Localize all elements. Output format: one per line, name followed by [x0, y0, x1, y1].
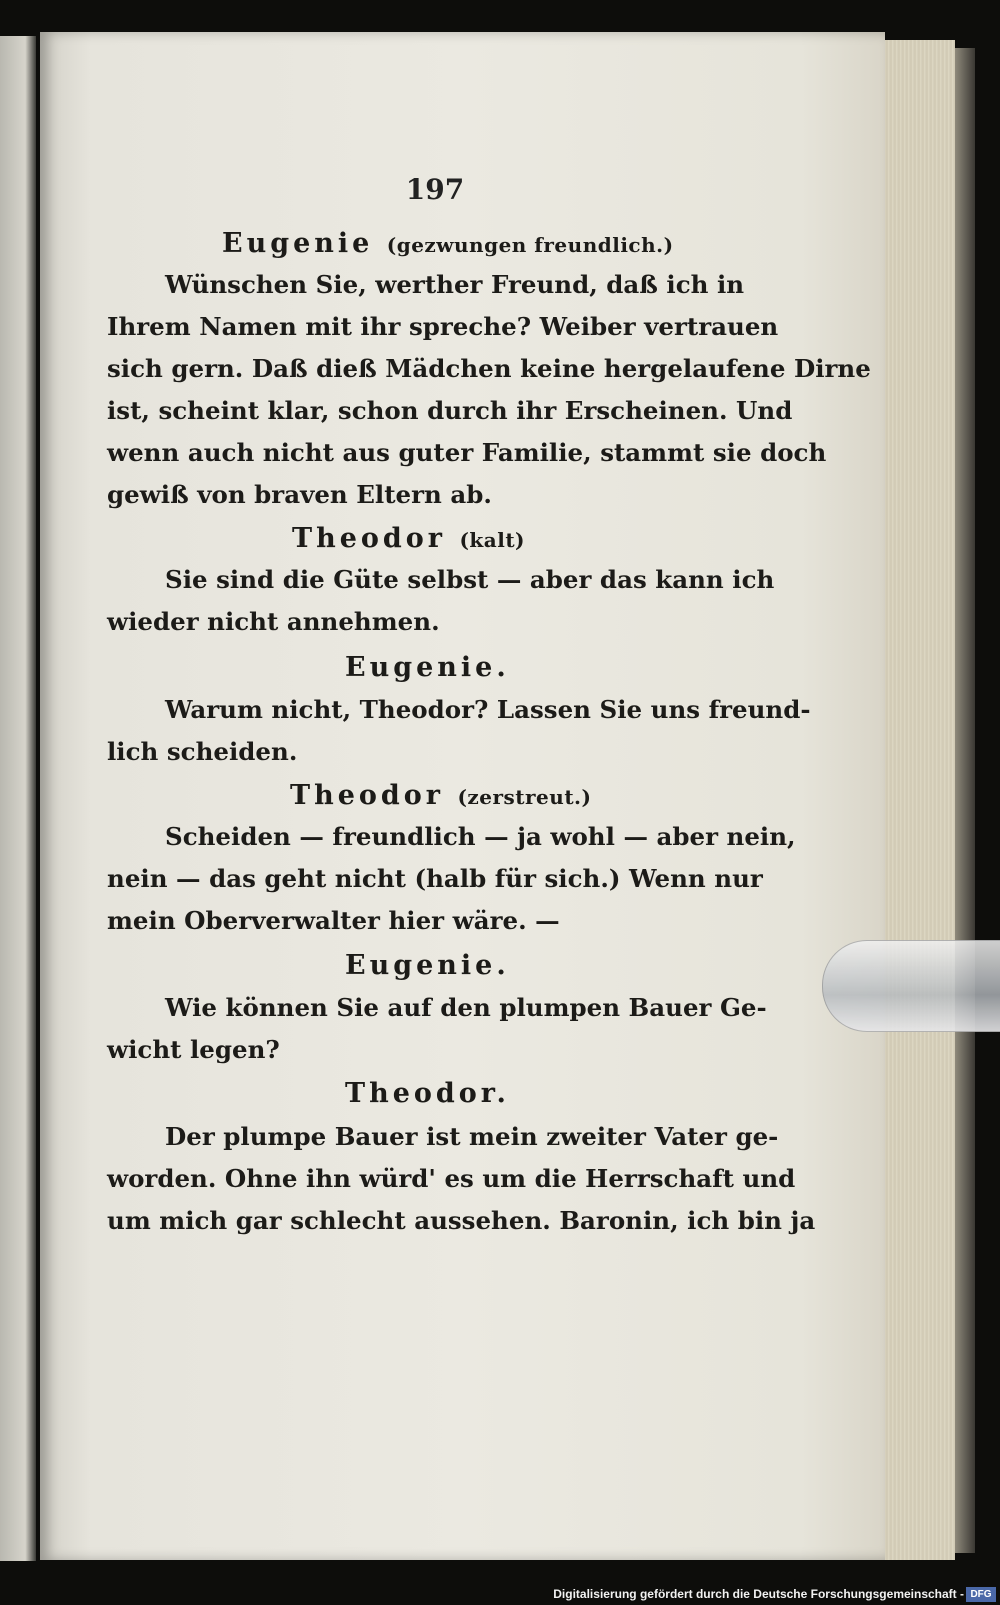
speaker-name: Theodor: [292, 523, 447, 554]
text-line: Scheiden — freundlich — ja wohl — aber nein,: [165, 822, 796, 851]
text-line: Warum nicht, Theodor? Lassen Sie uns freund-: [165, 695, 811, 724]
text-line: gewiß von braven Eltern ab.: [107, 480, 492, 509]
scanner-clip: [822, 940, 1000, 1032]
text-line: Wünschen Sie, werther Freund, daß ich in: [165, 270, 745, 299]
speaker-name: Eugenie: [222, 228, 374, 259]
text-line: wieder nicht annehmen.: [107, 607, 440, 636]
speaker-eugenie: [345, 950, 510, 981]
text-line: Sie sind die Güte selbst — aber das kann ich: [165, 565, 775, 594]
text-line: nein — das geht nicht (halb für sich.) Wenn nur: [107, 864, 763, 893]
speaker-name: Eugenie.: [345, 652, 510, 683]
speaker-eugenie: [345, 652, 510, 683]
speaker-theodor: [290, 780, 591, 811]
page-stack-edge: [885, 40, 955, 1560]
text-line: ist, scheint klar, schon durch ihr Erscheinen. Und: [107, 396, 793, 425]
text-line: Ihrem Namen mit ihr spreche? Weiber vertrauen: [107, 312, 779, 341]
speaker-name: Theodor.: [345, 1078, 510, 1109]
speaker-name: Theodor: [290, 780, 445, 811]
speaker-name: Eugenie.: [345, 950, 510, 981]
dfg-logo: DFG: [966, 1587, 996, 1602]
text-line: um mich gar schlecht aussehen. Baronin, ich bin ja: [107, 1206, 816, 1235]
text-line: lich scheiden.: [107, 737, 298, 766]
text-line: Der plumpe Bauer ist mein zweiter Vater ge-: [165, 1122, 779, 1151]
text-line: mein Oberverwalter hier wäre. —: [107, 906, 560, 935]
stage-direction: (kalt): [459, 528, 526, 552]
text-line: Wie können Sie auf den plumpen Bauer Ge-: [165, 993, 767, 1022]
footer-credit: Digitalisierung gefördert durch die Deutsche Forschungsgemeinschaft -: [553, 1587, 964, 1601]
text-line: sich gern. Daß dieß Mädchen keine hergelaufene Dirne: [107, 354, 871, 383]
speaker-theodor: [345, 1078, 510, 1109]
text-line: worden. Ohne ihn würd' es um die Herrschaft und: [107, 1164, 796, 1193]
book-cover-edge: [955, 48, 975, 1553]
stage-direction: (zerstreut.): [457, 785, 592, 809]
text-line: wicht legen?: [107, 1035, 280, 1064]
text-line: wenn auch nicht aus guter Familie, stammt sie doch: [107, 438, 827, 467]
page-number: 197: [405, 173, 465, 206]
speaker-eugenie: [222, 228, 674, 259]
stage-direction: (gezwungen freundlich.): [386, 233, 674, 257]
facing-page-edge: [0, 36, 36, 1561]
speaker-theodor: [292, 523, 525, 554]
